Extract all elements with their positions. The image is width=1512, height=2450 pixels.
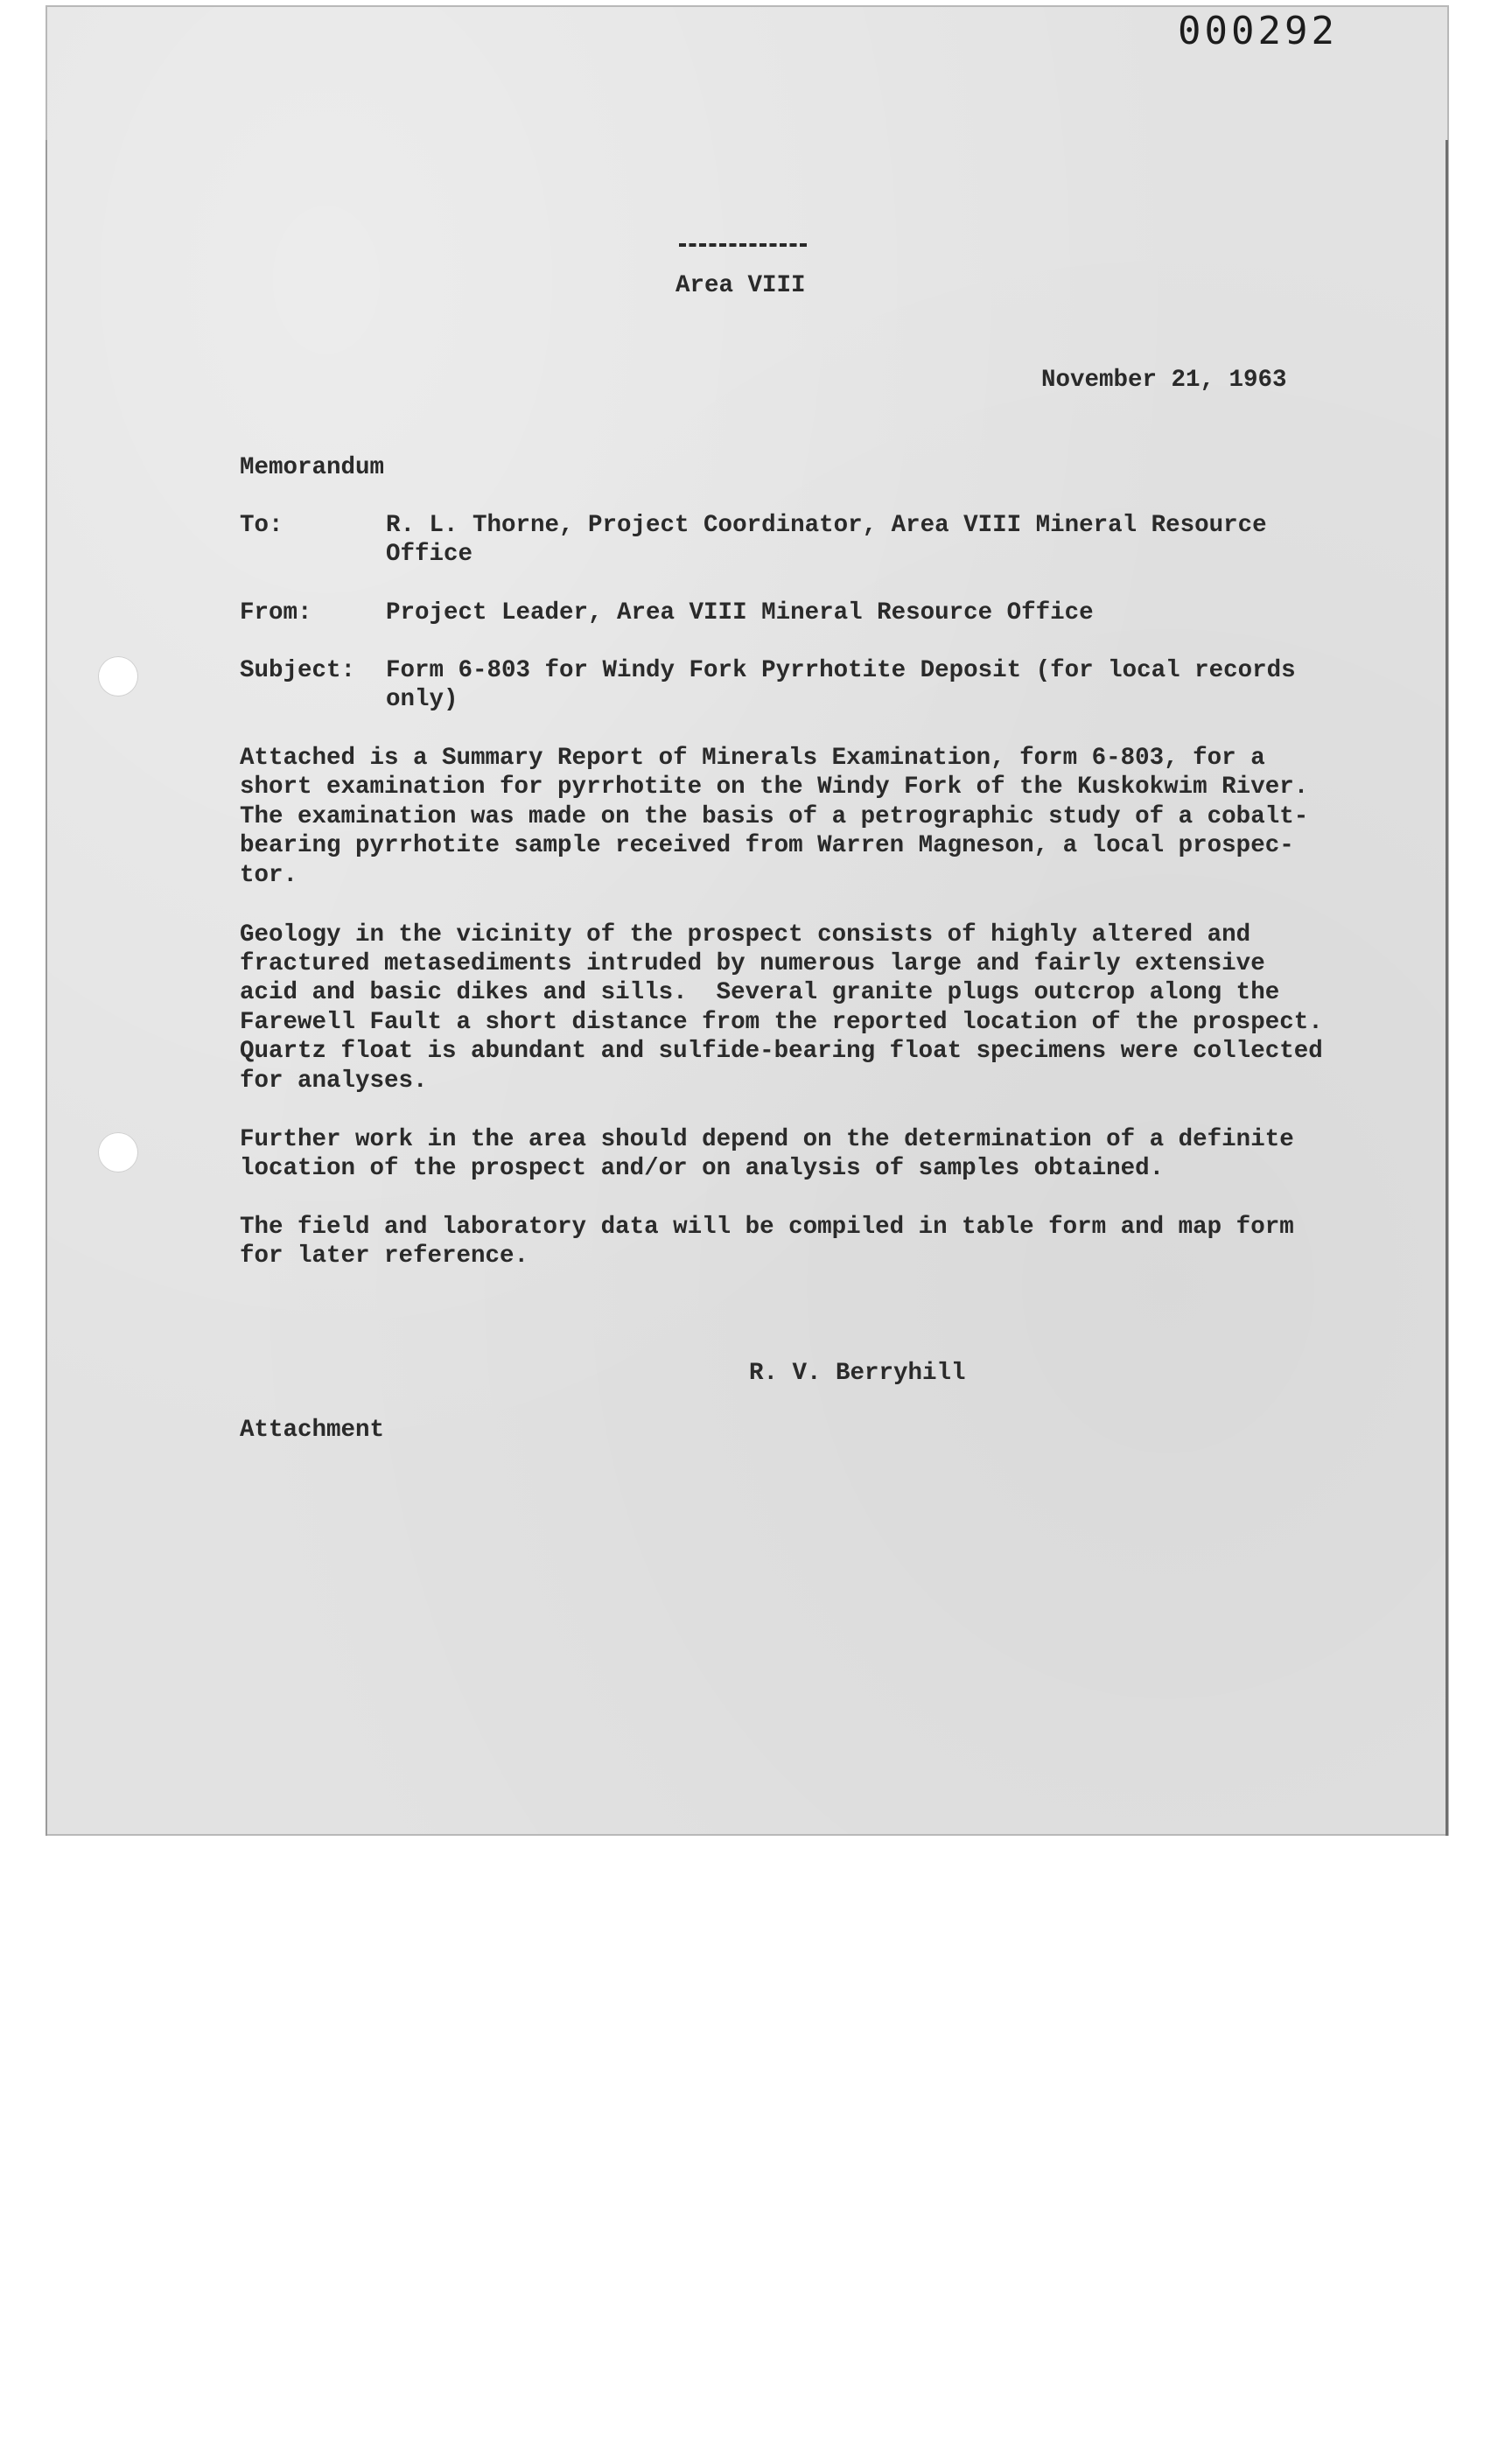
paragraph-1-line-4: bearing pyrrhotite sample received from Warren Magneson, a local prospec- xyxy=(240,832,1294,859)
paragraph-2-line-2: fractured metasediments intruded by numerous large and fairly extensive xyxy=(240,950,1265,977)
from-line-1: Project Leader, Area VIII Mineral Resource Office xyxy=(386,599,1094,626)
from-label: From: xyxy=(240,599,312,626)
paragraph-1-line-3: The examination was made on the basis of a petrographic study of a cobalt- xyxy=(240,803,1309,830)
to-label: To: xyxy=(240,512,284,539)
paragraph-1-line-2: short examination for pyrrhotite on the Windy Fork of the Kuskokwim River. xyxy=(240,774,1309,801)
paragraph-2-line-4: Farewell Fault a short distance from the reported location of the prospect. xyxy=(240,1009,1323,1036)
header-dashes xyxy=(679,243,807,247)
subject-line-2: only) xyxy=(386,686,458,713)
paragraph-2-line-3: acid and basic dikes and sills. Several granite plugs outcrop along the xyxy=(240,979,1280,1006)
signature-name: R. V. Berryhill xyxy=(749,1360,966,1387)
paragraph-3-line-2: location of the prospect and/or on analysis of samples obtained. xyxy=(240,1155,1165,1182)
area-heading: Area VIII xyxy=(676,272,806,299)
page-right-edge xyxy=(1446,140,1448,1836)
paragraph-4-line-1: The field and laboratory data will be compiled in table form and map form xyxy=(240,1214,1294,1241)
memo-date: November 21, 1963 xyxy=(1041,367,1287,394)
memo-type: Memorandum xyxy=(240,454,385,481)
paragraph-1-line-1: Attached is a Summary Report of Minerals Examination, form 6-803, for a xyxy=(240,745,1265,772)
paragraph-4-line-2: for later reference. xyxy=(240,1242,529,1270)
to-line-1: R. L. Thorne, Project Coordinator, Area VIII Mineral Resource xyxy=(386,512,1267,539)
punch-hole-lower xyxy=(98,1132,138,1172)
attachment-note: Attachment xyxy=(240,1417,385,1444)
subject-line-1: Form 6-803 for Windy Fork Pyrrhotite Deposit (for local records xyxy=(386,657,1296,684)
paragraph-2-line-5: Quartz float is abundant and sulfide-bearing float specimens were collected xyxy=(240,1038,1323,1065)
paragraph-3-line-1: Further work in the area should depend on the determination of a definite xyxy=(240,1126,1294,1153)
paragraph-2-line-6: for analyses. xyxy=(240,1068,428,1095)
page-left-edge xyxy=(46,140,47,1836)
page-stamp-number: 000292 xyxy=(1178,9,1338,53)
paragraph-1-line-5: tor. xyxy=(240,862,298,889)
to-line-2: Office xyxy=(386,541,473,568)
paragraph-2-line-1: Geology in the vicinity of the prospect consists of highly altered and xyxy=(240,921,1251,948)
subject-label: Subject: xyxy=(240,657,356,684)
punch-hole-upper xyxy=(98,656,138,696)
